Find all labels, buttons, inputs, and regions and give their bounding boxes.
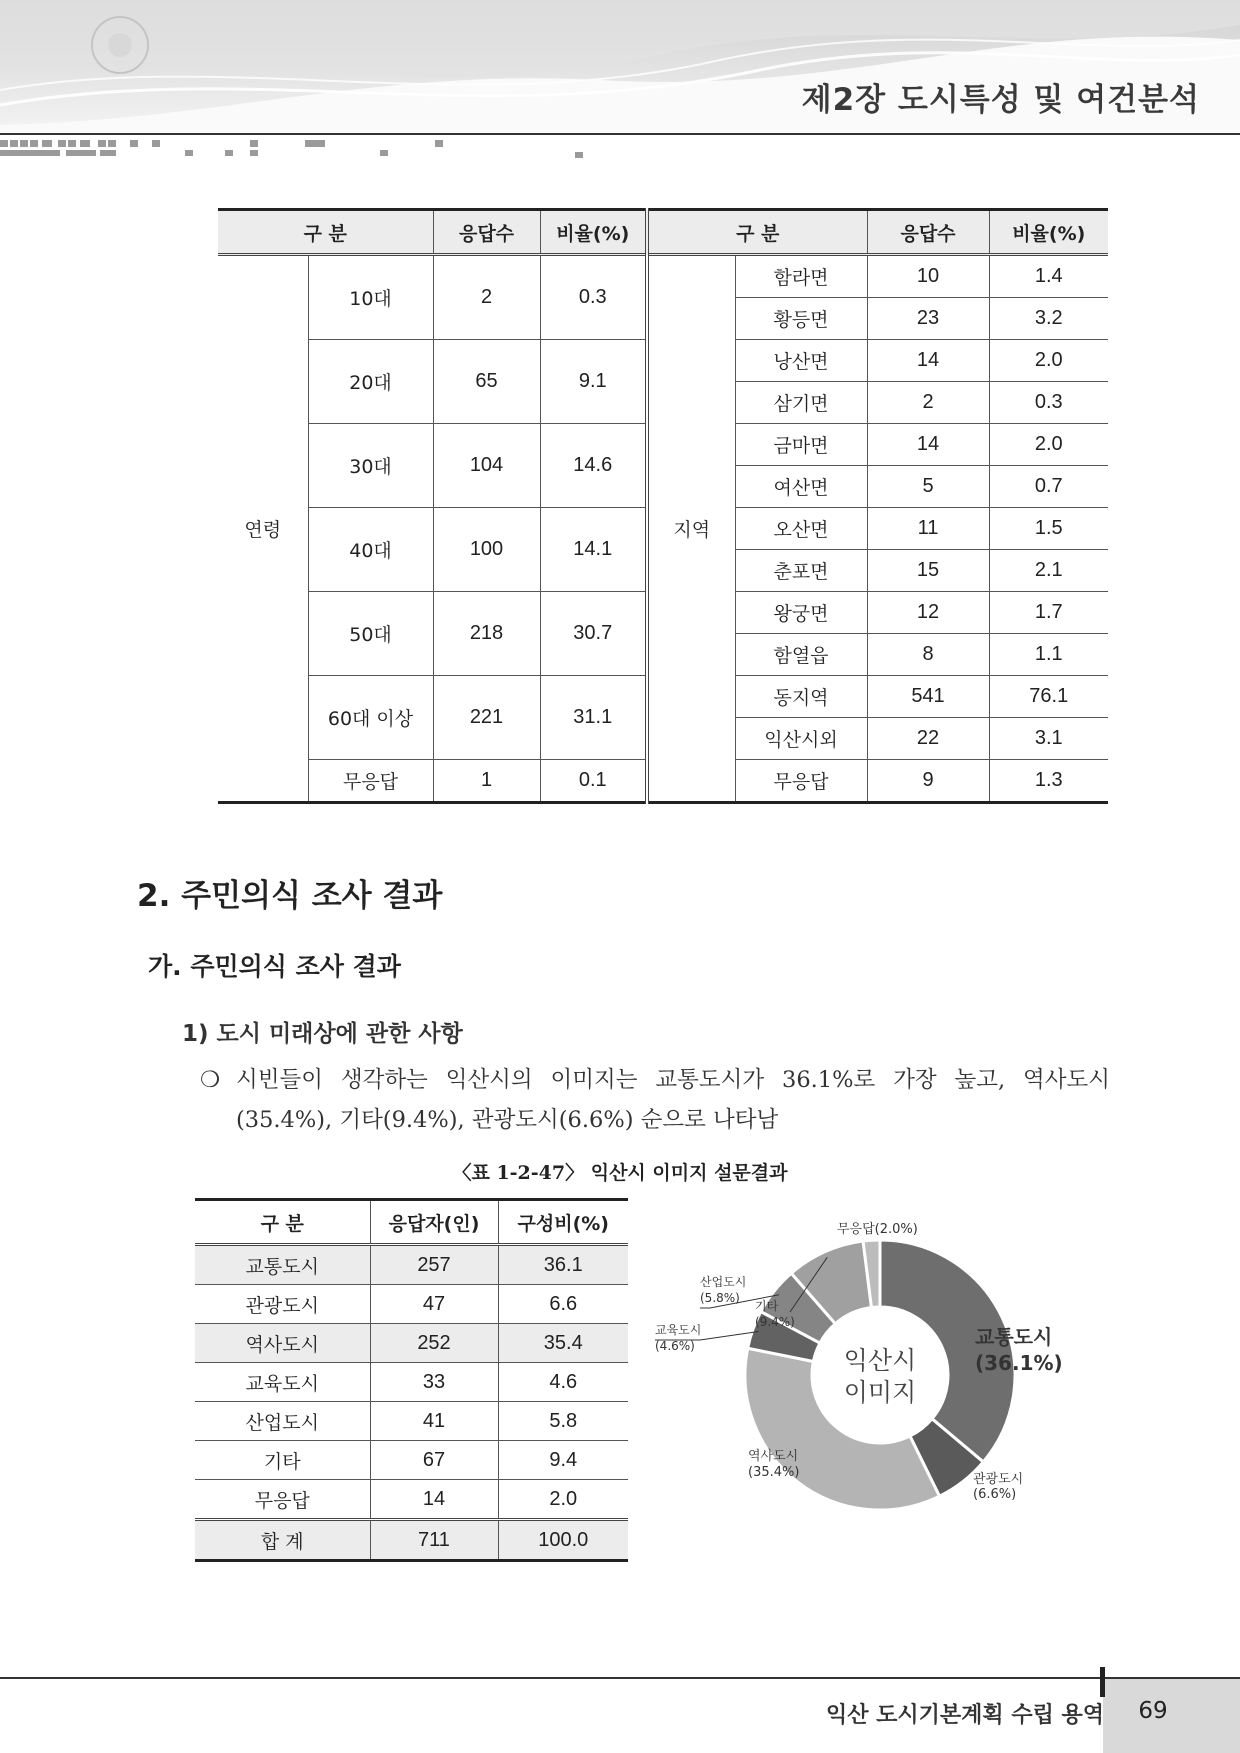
table-header-row bbox=[218, 210, 1108, 255]
slice-label: 관광도시 bbox=[973, 1472, 1024, 1487]
footer-accent-bar bbox=[1100, 1667, 1105, 1697]
age-ratio: 14.1 bbox=[540, 508, 647, 592]
image-label: 교통도시 bbox=[195, 1245, 370, 1285]
age-count: 104 bbox=[433, 424, 540, 508]
header-ratio: 비율(%) bbox=[540, 210, 647, 255]
image-label: 산업도시 bbox=[195, 1402, 370, 1441]
table-row bbox=[218, 255, 1108, 298]
chart-center-label: 이미지 bbox=[843, 1378, 917, 1407]
paragraph-text: 시빈들이 생각하는 익산시의 이미지는 교통도시가 36.1%로 가장 높고, 역사도시(35.4%), 기타(9.4%), 관광도시(6.6%) 순으로 나타남 bbox=[236, 1067, 1110, 1133]
region-count: 15 bbox=[867, 550, 989, 592]
image-count: 33 bbox=[370, 1363, 498, 1402]
age-count: 221 bbox=[433, 676, 540, 760]
region-count: 14 bbox=[867, 424, 989, 466]
age-count: 2 bbox=[433, 255, 540, 340]
region-ratio: 1.3 bbox=[989, 760, 1108, 803]
age-group: 10대 bbox=[308, 255, 433, 340]
age-ratio: 0.3 bbox=[540, 255, 647, 340]
table-row bbox=[195, 1245, 628, 1285]
age-ratio: 9.1 bbox=[540, 340, 647, 424]
image-count: 41 bbox=[370, 1402, 498, 1441]
chart-center-label: 익산시 bbox=[843, 1346, 917, 1375]
age-group: 무응답 bbox=[308, 760, 433, 803]
region-count: 10 bbox=[867, 255, 989, 298]
region-name: 익산시외 bbox=[735, 718, 867, 760]
slice-label: 역사도시 bbox=[748, 1449, 799, 1464]
header-count: 응답수 bbox=[867, 210, 989, 255]
findings-paragraph bbox=[200, 1060, 1110, 1140]
image-ratio: 36.1 bbox=[498, 1245, 628, 1285]
header-category: 구 분 bbox=[218, 210, 433, 255]
table-total-row bbox=[195, 1520, 628, 1561]
region-ratio: 3.1 bbox=[989, 718, 1108, 760]
city-image-donut-chart bbox=[640, 1200, 1080, 1560]
region-ratio: 3.2 bbox=[989, 298, 1108, 340]
image-count: 47 bbox=[370, 1285, 498, 1324]
age-label: 연령 bbox=[218, 255, 308, 803]
region-count: 12 bbox=[867, 592, 989, 634]
total-ratio: 100.0 bbox=[498, 1520, 628, 1561]
table-row bbox=[195, 1285, 628, 1324]
section-heading: 2. 주민의식 조사 결과 bbox=[137, 878, 443, 914]
header-respondents: 응답자(인) bbox=[370, 1200, 498, 1245]
image-count: 14 bbox=[370, 1480, 498, 1520]
region-name: 오산면 bbox=[735, 508, 867, 550]
table-row bbox=[195, 1441, 628, 1480]
header-ratio: 비율(%) bbox=[989, 210, 1108, 255]
city-image-table bbox=[195, 1198, 628, 1562]
region-count: 5 bbox=[867, 466, 989, 508]
page-number: 69 bbox=[1138, 1698, 1168, 1724]
region-ratio: 1.5 bbox=[989, 508, 1108, 550]
header-ratio: 구성비(%) bbox=[498, 1200, 628, 1245]
image-count: 257 bbox=[370, 1245, 498, 1285]
image-label: 관광도시 bbox=[195, 1285, 370, 1324]
age-group: 60대 이상 bbox=[308, 676, 433, 760]
region-count: 14 bbox=[867, 340, 989, 382]
image-ratio: 4.6 bbox=[498, 1363, 628, 1402]
age-ratio: 31.1 bbox=[540, 676, 647, 760]
footer-divider bbox=[0, 1677, 1240, 1679]
slice-value-label: (36.1%) bbox=[975, 1351, 1063, 1375]
region-ratio: 2.1 bbox=[989, 550, 1108, 592]
image-count: 252 bbox=[370, 1324, 498, 1363]
image-label: 기타 bbox=[195, 1441, 370, 1480]
age-count: 218 bbox=[433, 592, 540, 676]
region-name: 왕궁면 bbox=[735, 592, 867, 634]
chapter-title: 제2장 도시특성 및 여건분석 bbox=[801, 82, 1200, 118]
region-name: 함열읍 bbox=[735, 634, 867, 676]
region-ratio: 76.1 bbox=[989, 676, 1108, 718]
region-count: 23 bbox=[867, 298, 989, 340]
slice-label: 교육도시 bbox=[655, 1323, 702, 1337]
image-label: 무응답 bbox=[195, 1480, 370, 1520]
image-label: 교육도시 bbox=[195, 1363, 370, 1402]
image-count: 67 bbox=[370, 1441, 498, 1480]
image-ratio: 9.4 bbox=[498, 1441, 628, 1480]
region-name: 여산면 bbox=[735, 466, 867, 508]
slice-label: 기타 bbox=[755, 1299, 779, 1313]
header-category: 구 분 bbox=[647, 210, 867, 255]
region-name: 삼기면 bbox=[735, 382, 867, 424]
footer-title: 익산 도시기본계획 수립 용역 bbox=[826, 1703, 1105, 1728]
age-count: 100 bbox=[433, 508, 540, 592]
bullet-icon: ❍ bbox=[200, 1067, 221, 1093]
slice-value-label: 무응답(2.0%) bbox=[837, 1222, 918, 1237]
region-ratio: 2.0 bbox=[989, 424, 1108, 466]
subsection-heading: 가. 주민의식 조사 결과 bbox=[148, 952, 401, 981]
age-ratio: 0.1 bbox=[540, 760, 647, 803]
table-row bbox=[195, 1402, 628, 1441]
region-count: 541 bbox=[867, 676, 989, 718]
age-group: 20대 bbox=[308, 340, 433, 424]
region-count: 22 bbox=[867, 718, 989, 760]
table-row bbox=[195, 1324, 628, 1363]
region-count: 8 bbox=[867, 634, 989, 676]
region-ratio: 1.1 bbox=[989, 634, 1108, 676]
image-ratio: 6.6 bbox=[498, 1285, 628, 1324]
region-name: 함라면 bbox=[735, 255, 867, 298]
header-count: 응답수 bbox=[433, 210, 540, 255]
age-count: 1 bbox=[433, 760, 540, 803]
table-caption: 〈표 1-2-47〉 익산시 이미지 설문결과 bbox=[452, 1162, 788, 1184]
table-row bbox=[195, 1363, 628, 1402]
region-name: 춘포면 bbox=[735, 550, 867, 592]
region-ratio: 1.7 bbox=[989, 592, 1108, 634]
region-name: 금마면 bbox=[735, 424, 867, 466]
header-divider bbox=[0, 133, 1240, 135]
table-header-row bbox=[195, 1200, 628, 1245]
image-label: 역사도시 bbox=[195, 1324, 370, 1363]
region-count: 11 bbox=[867, 508, 989, 550]
slice-label: 교통도시 bbox=[975, 1325, 1053, 1349]
slice-value-label: (6.6%) bbox=[973, 1487, 1017, 1502]
topic-heading: 1) 도시 미래상에 관한 사항 bbox=[182, 1021, 463, 1047]
slice-value-label: (4.6%) bbox=[655, 1339, 695, 1353]
slice-value-label: (5.8%) bbox=[700, 1291, 740, 1305]
region-count: 9 bbox=[867, 760, 989, 803]
age-ratio: 30.7 bbox=[540, 592, 647, 676]
total-label: 합 계 bbox=[195, 1520, 370, 1561]
region-name: 낭산면 bbox=[735, 340, 867, 382]
respondent-profile-table bbox=[218, 208, 1108, 804]
region-name: 동지역 bbox=[735, 676, 867, 718]
age-count: 65 bbox=[433, 340, 540, 424]
age-ratio: 14.6 bbox=[540, 424, 647, 508]
region-count: 2 bbox=[867, 382, 989, 424]
age-group: 50대 bbox=[308, 592, 433, 676]
age-group: 40대 bbox=[308, 508, 433, 592]
region-label: 지역 bbox=[647, 255, 735, 803]
region-ratio: 1.4 bbox=[989, 255, 1108, 298]
table-row bbox=[195, 1480, 628, 1520]
slice-label: 산업도시 bbox=[700, 1275, 747, 1289]
slice-value-label: (35.4%) bbox=[748, 1465, 800, 1480]
region-name: 무응답 bbox=[735, 760, 867, 803]
age-group: 30대 bbox=[308, 424, 433, 508]
slice-value-label: (9.4%) bbox=[755, 1315, 795, 1329]
total-count: 711 bbox=[370, 1520, 498, 1561]
image-ratio: 35.4 bbox=[498, 1324, 628, 1363]
region-ratio: 2.0 bbox=[989, 340, 1108, 382]
header-category: 구 분 bbox=[195, 1200, 370, 1245]
region-ratio: 0.3 bbox=[989, 382, 1108, 424]
region-name: 황등면 bbox=[735, 298, 867, 340]
image-ratio: 5.8 bbox=[498, 1402, 628, 1441]
image-ratio: 2.0 bbox=[498, 1480, 628, 1520]
region-ratio: 0.7 bbox=[989, 466, 1108, 508]
